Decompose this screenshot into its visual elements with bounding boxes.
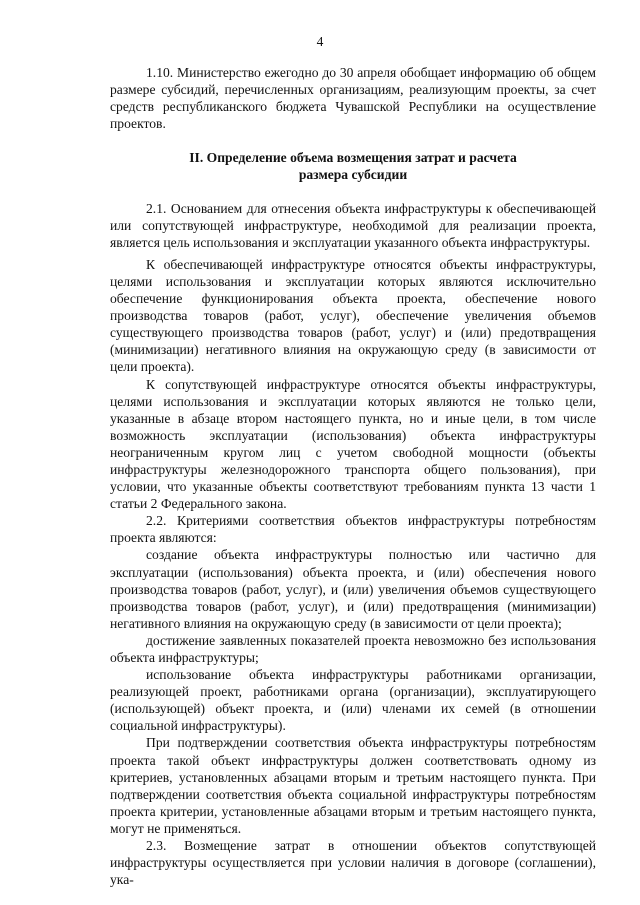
criterion-usage: использование объекта инфраструктуры работниками организации, реализующей проект, работниками органа (организации), эксплуатирующего (использующей) объект проекта, и (или) членами их семей (в отношении социальной инфраструктуры). <box>110 667 596 734</box>
section-heading-line-2: размера субсидии <box>298 167 408 183</box>
page-number: 4 <box>316 34 324 49</box>
document-body <box>110 64 596 888</box>
section-heading <box>110 149 596 183</box>
criterion-indicators: достижение заявленных показателей проекта невозможно без использования объекта инфраструктуры; <box>110 632 596 665</box>
paragraph-supporting-infrastructure: К обеспечивающей инфраструктуре относятся объекты инфраструктуры, целями использования и эксплуатации которых являются исключительно обеспечение функционирования объекта проекта, обеспечение нового производства товаров (работ, услуг), обеспечение увеличения объемов существующего производства товаров (работ, услуг) и (или) предотвращения (минимизации) негативного влияния на окружающую среду (в зависимости от цели проекта). <box>110 256 596 375</box>
paragraph-2-2: 2.2. Критериями соответствия объектов инфраструктуры потребностям проекта являются: <box>110 513 596 546</box>
criterion-creation: создание объекта инфраструктуры полностью или частично для эксплуатации (использования) объекта проекта, и (или) обеспечения нового производства товаров (работ, услуг), и (или) увеличения объемов существующего производства товаров (работ, услуг), и (или) предотвращения (минимизации) негативного влияния на окружающую среду (в зависимости от цели проекта); <box>110 547 596 631</box>
paragraph-1-10: 1.10. Министерство ежегодно до 30 апреля обобщает информацию об общем размере субсидий, перечисленных организациям, реализующим проекты, за счет средств республиканского бюджета Чувашской Республики на осуществление проектов. <box>110 65 596 132</box>
section-heading-line-1: II. Определение объема возмещения затрат и расчета <box>189 150 517 166</box>
paragraph-2-3: 2.3. Возмещение затрат в отношении объектов сопутствующей инфраструктуры осуществляется при условии наличия в договоре (соглашении), ука- <box>110 838 596 888</box>
paragraph-2-1: 2.1. Основанием для отнесения объекта инфраструктуры к обеспечивающей или сопутствующей инфраструктуре, необходимой для реализации проекта, является цель использования и эксплуатации указанного объекта инфраструктуры. <box>110 200 596 250</box>
paragraph-confirmation: При подтверждении соответствия объекта инфраструктуры потребностям проекта такой объект инфраструктуры должен соответствовать одному из критериев, установленных абзацами вторым и третьим настоящего пункта. При подтверждении соответствия объекта социальной инфраструктуры потребностям проекта критерии, установленные абзацами вторым и третьим настоящего пункта, могут не применяться. <box>110 735 596 836</box>
paragraph-accompanying-infrastructure: К сопутствующей инфраструктуре относятся объекты инфраструктуры, целями использования и эксплуатации которых являются не только цели, указанные в абзаце втором настоящего пункта, но и иные цели, в том числе возможность эксплуатации (использования) объекта инфраструктуры неограниченным кругом лиц с учетом свободной мощности (объекты инфраструктуры железнодорожного транспорта общего пользования), при условии, что указанные объекты соответствуют требованиям пункта 13 части 1 статьи 2 Федерального закона. <box>110 376 596 512</box>
